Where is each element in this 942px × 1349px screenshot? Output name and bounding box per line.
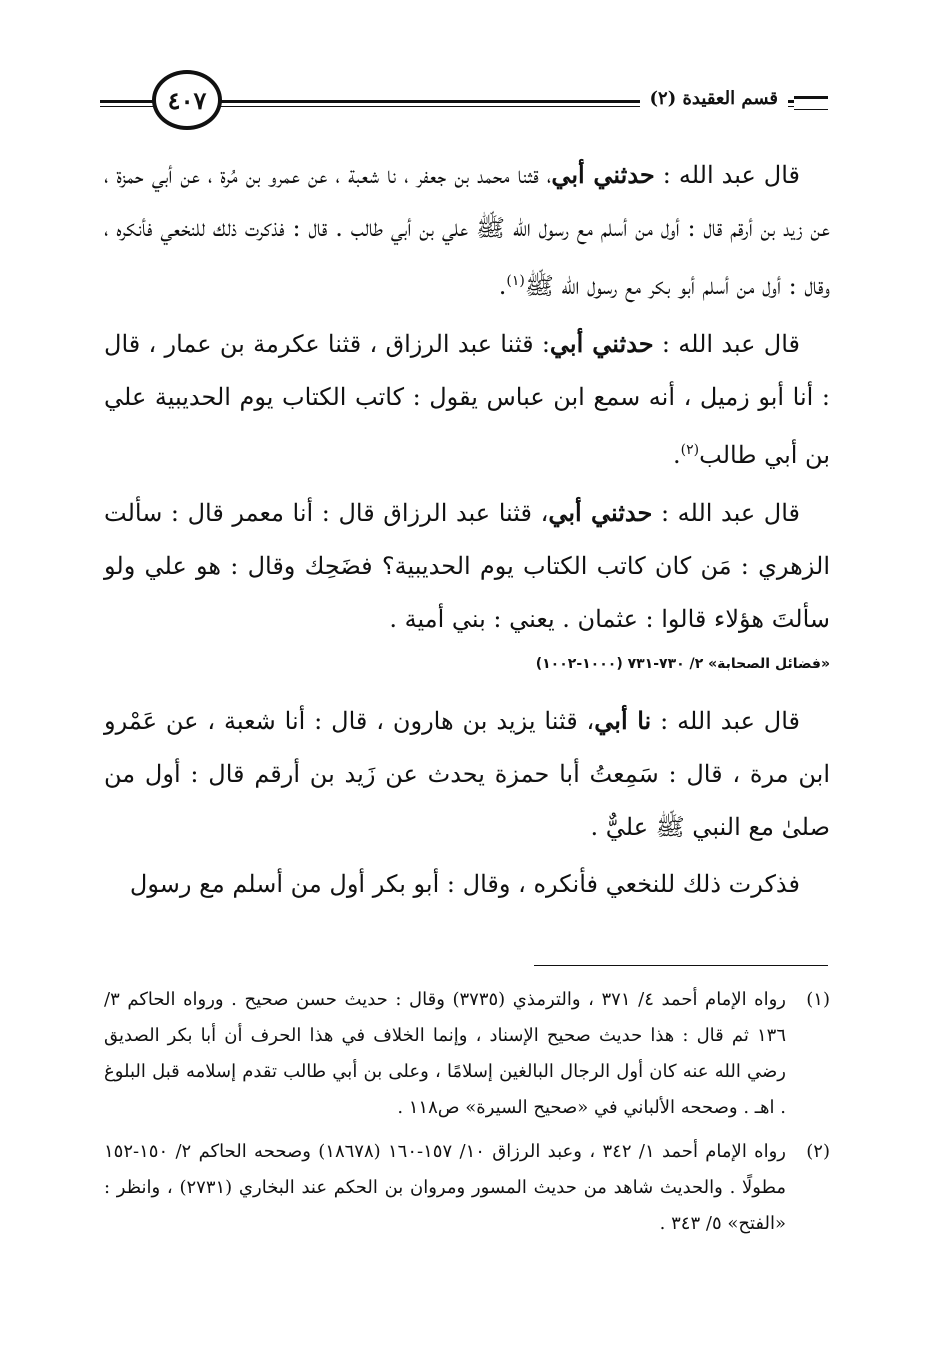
- paragraph-1: قال عبد الله : حدثني أبي، قثنا محمد بن جعفر ، نا شعبة ، عن عمرو بن مُرة ، عن أبي حمزة ، عن زيد بن أرقم قال : أول من أسلم مع رسول الله ﷺ علي بن أبي طالب . قال : فذكرت ذلك للنخعي فأنكره ، وقال : أول من أسلم أبو بكر مع رسول الله ﷺ$^{(١)}$.: [104, 160, 830, 300]
- main-text: [104, 148, 830, 915]
- source-reference: «فضائل الصحابة» ٢/ ٧٣٠-٧٣١ (١٠٠٠-١٠٠٢): [535, 656, 830, 672]
- paragraph-5: فذكرت ذلك للنخعي فأنكره ، وقال : أبو بكر أول من أسلم مع رسول: [129, 870, 800, 898]
- footnote-separator: [534, 965, 828, 966]
- footnote-marker: (٢): [806, 1141, 830, 1162]
- header-rule-cap: [794, 96, 828, 110]
- paragraph-3: قال عبد الله : حدثني أبي، قثنا عبد الرزاق قال : أنا معمر قال : سألت الزهري : مَن كان كاتب الكتاب يوم الحديبية؟ فضَحِك وقال : هو علي ولو سألتَ هؤلاء قالوا : عثمان . يعني : بني أمية .: [104, 498, 831, 633]
- running-title: قسم العقيدة (٢): [640, 88, 788, 109]
- paragraph-2: قال عبد الله : حدثني أبي: قثنا عبد الرزاق ، قثنا عكرمة بن عمار ، قال : أنا أبو زميل ، أنه سمع ابن عباس يقول : كاتب الكتاب يوم الحديبية علي بن أبي طالب$^{(٢)}$.: [104, 329, 830, 469]
- page-number: ٤٠٧: [152, 70, 222, 130]
- footnote-ref[interactable]: (١): [506, 273, 525, 289]
- footnote-text: رواه الإمام أحمد ٤/ ٣٧١ ، والترمذي (٣٧٣٥) وقال : حديث حسن صحيح . ورواه الحاكم ٣/ ١٣٦ ثم قال : هذا حديث صحيح الإسناد ، وإنما الخلاف في هذا الحرف أن أبا بكر الصديق رضي الله عنه كان أول الرجال البالغين إسلامًا ، وعلى بن أبي طالب تقدم إسلامه قبل البلوغ . اهـ . وصححه الألباني في «صحيح السيرة» ص١١٨ .: [104, 989, 786, 1118]
- footnote-text: رواه الإمام أحمد ١/ ٣٤٢ ، وعبد الرزاق ١٠/ ١٥٧-١٦٠ (١٨٦٧٨) وصححه الحاكم ٢/ ١٥٠-١٥٢ مطولًا . والحديث شاهد من حديث المسور ومروان بن الحكم عند البخاري (٢٧٣١) ، وانظر : «الفتح» ٥/ ٣٤٣ .: [104, 1141, 786, 1234]
- footnote-2: [104, 1134, 830, 1242]
- footnote-ref[interactable]: (٢): [680, 442, 700, 458]
- paragraph-4: قال عبد الله : نا أبي، قثنا يزيد بن هارون ، قال : أنا شعبة ، عن عَمْرو ابن مرة ، قال : سَمِعتُ أبا حمزة يحدث عن زَيد بن أرقم قال : أول من صلىٰ مع النبي ﷺ عليٌّ .: [104, 706, 830, 841]
- footnote-1: [104, 982, 830, 1126]
- footnote-marker: (١): [806, 989, 830, 1010]
- footnotes: [104, 982, 830, 1250]
- page-header: [100, 70, 828, 134]
